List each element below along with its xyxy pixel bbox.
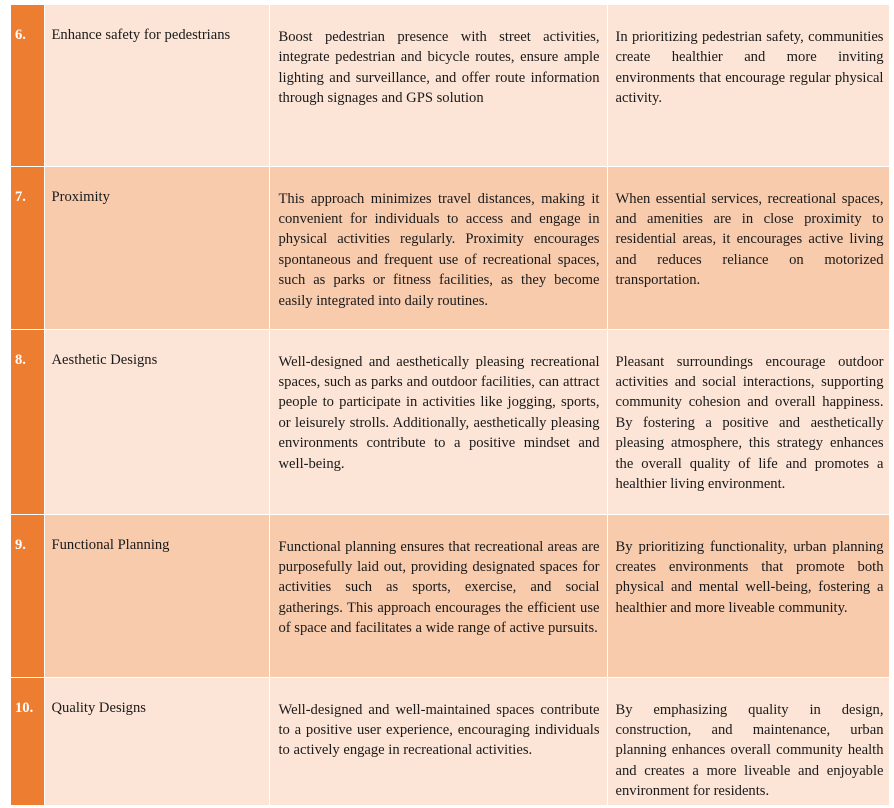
strategy-table-container bbox=[11, 5, 889, 805]
strategy-table bbox=[11, 5, 890, 805]
strategy-impact: By prioritizing functionality, urban planning creates environments that promote both physical and mental well-being, fostering a healthier and more liveable community. bbox=[607, 514, 889, 677]
table-row bbox=[11, 677, 889, 805]
strategy-name: Functional Planning bbox=[44, 514, 269, 677]
table-row bbox=[11, 166, 889, 329]
strategy-description: Functional planning ensures that recreational areas are purposefully laid out, providing designated spaces for activities such as sports, exercise, and social gatherings. This approach encourages the efficient use of space and facilitates a wide range of active pursuits. bbox=[269, 514, 607, 677]
row-number: 6. bbox=[11, 5, 44, 166]
row-number: 10. bbox=[11, 677, 44, 805]
strategy-description: Well-designed and aesthetically pleasing recreational spaces, such as parks and outdoor facilities, can attract people to participate in activities like jogging, sports, or leisurely strolls. Additionally, aesthetically pleasing environments contribute to a positive mindset and well-being. bbox=[269, 329, 607, 514]
table-row bbox=[11, 5, 889, 166]
strategy-impact: By emphasizing quality in design, construction, and maintenance, urban planning enhances overall community health and creates a more liveable and enjoyable environment for residents. bbox=[607, 677, 889, 805]
strategy-description: Boost pedestrian presence with street activities, integrate pedestrian and bicycle routes, ensure ample lighting and surveillance, and offer route information through signages and GPS solution bbox=[269, 5, 607, 166]
strategy-description: Well-designed and well-maintained spaces contribute to a positive user experience, encouraging individuals to actively engage in recreational activities. bbox=[269, 677, 607, 805]
row-number: 9. bbox=[11, 514, 44, 677]
strategy-name: Quality Designs bbox=[44, 677, 269, 805]
strategy-impact: Pleasant surroundings encourage outdoor activities and social interactions, supporting community cohesion and overall happiness. By fostering a positive and aesthetically pleasing atmosphere, this strategy enhances the overall quality of life and promotes a healthier living environment. bbox=[607, 329, 889, 514]
table-row bbox=[11, 514, 889, 677]
strategy-name: Aesthetic Designs bbox=[44, 329, 269, 514]
strategy-impact: When essential services, recreational spaces, and amenities are in close proximity to residential areas, it encourages active living and reduces reliance on motorized transportation. bbox=[607, 166, 889, 329]
row-number: 7. bbox=[11, 166, 44, 329]
table-row bbox=[11, 329, 889, 514]
strategy-description: This approach minimizes travel distances, making it convenient for individuals to access and engage in physical activities regularly. Proximity encourages spontaneous and frequent use of recreational spaces, such as parks or fitness facilities, as they become easily integrated into daily routines. bbox=[269, 166, 607, 329]
strategy-name: Proximity bbox=[44, 166, 269, 329]
row-number: 8. bbox=[11, 329, 44, 514]
strategy-name: Enhance safety for pedestrians bbox=[44, 5, 269, 166]
strategy-impact: In prioritizing pedestrian safety, communities create healthier and more inviting environments that encourage regular physical activity. bbox=[607, 5, 889, 166]
